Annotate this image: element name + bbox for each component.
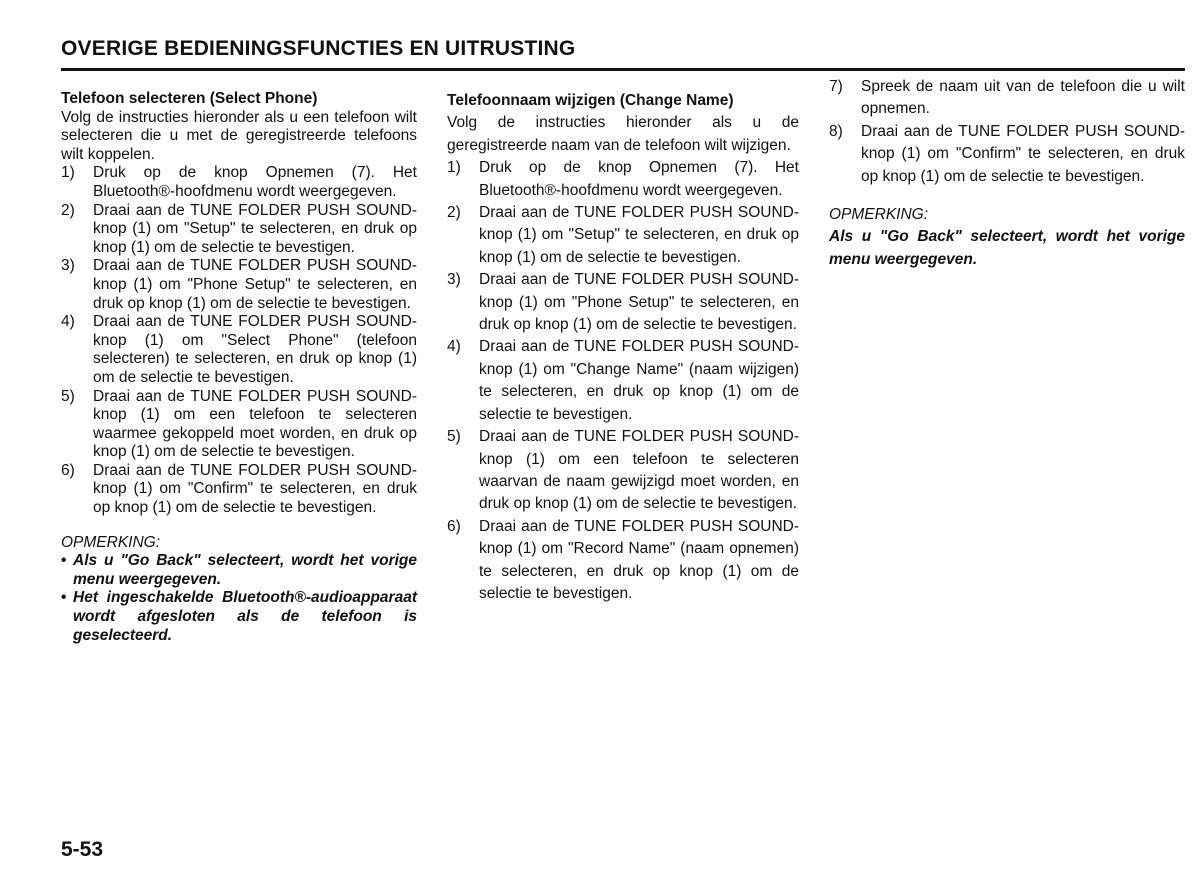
step-text: Draai aan de TUNE FOLDER PUSH SOUND-knop (1) om "Change Name" (naam wijzigen) te selecteren, en druk op knop (1) om de selectie te bevestigen. [479,338,799,423]
step-item [447,426,799,516]
step-item [61,164,417,201]
step-number: 3) [61,257,75,275]
step-item [447,157,799,202]
step-text: Draai aan de TUNE FOLDER PUSH SOUND-knop (1) om een telefoon te selecteren waarmee gekoppeld moet worden, en druk op knop (1) om de selectie te bevestigen. [93,387,417,461]
section-intro: Volg de instructies hieronder als u de geregistreerde naam van de telefoon wilt wijzigen. [447,114,799,154]
step-number: 6) [447,517,461,535]
step-item [829,121,1185,188]
page-title: OVERIGE BEDIENINGSFUNCTIES EN UITRUSTING [61,36,1185,71]
page-number: 5-53 [61,838,104,861]
section-title: Telefoon selecteren (Select Phone) [61,90,318,107]
step-item [447,269,799,336]
step-item [61,388,417,462]
step-text: Draai aan de TUNE FOLDER PUSH SOUND-knop (1) om een telefoon te selecteren waarvan de naam gewijzigd moet worden, en druk op knop (1) om de selectie te bevestigen. [479,428,799,513]
steps-list [61,164,417,517]
bullet: • [61,552,67,570]
column-change-name [447,90,799,605]
steps-list [447,157,799,605]
step-item [61,313,417,387]
step-text: Spreek de naam uit van de telefoon die u wilt opnemen. [861,78,1185,118]
note-item [61,589,417,645]
section-title: Telefoonnaam wijzigen (Change Name) [447,92,734,109]
step-text: Draai aan de TUNE FOLDER PUSH SOUND-knop (1) om "Setup" te selecteren, en druk op knop (1) om de selectie te bevestigen. [479,204,799,266]
section-intro: Volg de instructies hieronder als u een telefoon wilt selecteren die u met de geregistreerde telefoons wilt koppelen. [61,108,417,163]
step-number: 5) [447,428,461,446]
step-number: 1) [61,164,75,182]
step-text: Druk op de knop Opnemen (7). Het Bluetooth®-hoofdmenu wordt weergegeven. [479,159,799,199]
note-text: Het ingeschakelde Bluetooth®-audioapparaat wordt afgesloten als de telefoon is geselecteerd. [73,589,417,644]
step-number: 5) [61,387,75,405]
note-text: Als u "Go Back" selecteert, wordt het vorige menu weergegeven. [73,552,417,588]
column-select-phone [61,90,417,645]
step-text: Draai aan de TUNE FOLDER PUSH SOUND-knop (1) om "Confirm" te selecteren, en druk op knop (1) om de selectie te bevestigen. [93,461,417,517]
note-item [61,552,417,589]
step-text: Druk op de knop Opnemen (7). Het Bluetooth®-hoofdmenu wordt weergegeven. [93,164,417,200]
step-number: 6) [61,461,75,479]
step-item [61,462,417,518]
note-title: OPMERKING: [61,533,161,551]
step-number: 7) [829,78,843,95]
step-item [447,516,799,606]
step-number: 8) [829,122,843,140]
note-title: OPMERKING: [829,206,929,224]
step-number: 4) [61,313,75,331]
note-text: Als u "Go Back" selecteert, wordt het vorige menu weergegeven. [829,228,1185,268]
notes-list [61,552,417,645]
step-text: Draai aan de TUNE FOLDER PUSH SOUND-knop (1) om "Confirm" te selecteren, en druk op knop (1) om de selectie te bevestigen. [861,122,1185,185]
column-continued [829,76,1185,271]
step-text: Draai aan de TUNE FOLDER PUSH SOUND-knop (1) om "Phone Setup" te selecteren, en druk op knop (1) om de selectie te bevestigen. [479,271,799,334]
step-number: 1) [447,159,461,177]
step-item [61,202,417,258]
bullet: • [61,589,67,607]
step-number: 2) [447,204,461,222]
step-number: 4) [447,338,461,356]
step-number: 2) [61,201,75,219]
step-number: 3) [447,271,461,289]
step-text: Draai aan de TUNE FOLDER PUSH SOUND-knop (1) om "Phone Setup" te selecteren, en druk op knop (1) om de selectie te bevestigen. [93,257,417,312]
step-item [447,336,799,426]
step-item [829,76,1185,121]
step-text: Draai aan de TUNE FOLDER PUSH SOUND-knop (1) om "Select Phone" (telefoon selecteren) te selecteren, en druk op knop (1) om de selectie te bevestigen. [93,313,417,386]
step-text: Draai aan de TUNE FOLDER PUSH SOUND-knop (1) om "Setup" te selecteren, en druk op knop (1) om de selectie te bevestigen. [93,201,417,256]
steps-list [829,76,1185,188]
step-item [61,257,417,313]
step-text: Draai aan de TUNE FOLDER PUSH SOUND-knop (1) om "Record Name" (naam opnemen) te selecteren, en druk op knop (1) om de selectie te bevestigen. [479,517,799,602]
step-item [447,202,799,269]
